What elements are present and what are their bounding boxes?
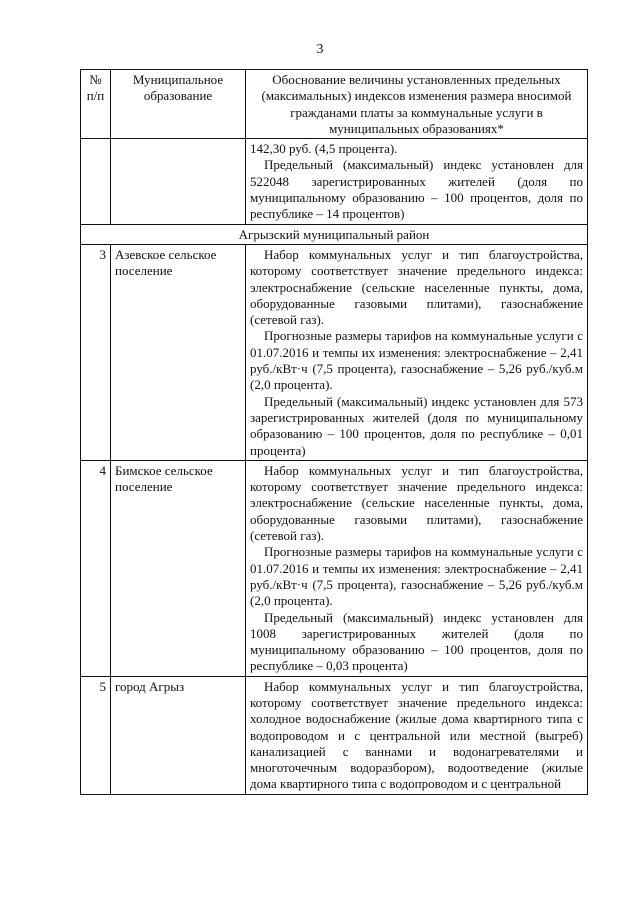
continued-row: [81, 139, 588, 224]
tariff-index-table: [80, 69, 588, 795]
district-heading-row: [81, 224, 588, 244]
paragraph: 142,30 руб. (4,5 процента).: [250, 141, 398, 157]
row-municipality: город Агрыз: [111, 676, 246, 794]
table-header-row: [81, 70, 588, 139]
page-number: 3: [316, 42, 324, 57]
row-municipality: Азевское сельское поселение: [111, 244, 246, 460]
row-justification: [246, 460, 588, 676]
table-row: [81, 676, 588, 794]
paragraph: Прогнозные размеры тарифов на коммунальные услуги с 01.07.2016 и темпы их изменения: электроснабжение – 2,41 руб./кВт·ч (7,5 процента), газоснабжение – 5,26 руб./куб.м (2,0 процента).: [250, 328, 583, 393]
paragraph: Предельный (максимальный) индекс установлен для 573 зарегистрированных жителей (доля по муниципальному образованию – 100 процентов, доля по республике – 0,01 процента): [250, 393, 583, 458]
row-justification: [246, 676, 588, 794]
paragraph: Предельный (максимальный) индекс установлен для 522048 зарегистрированных жителей (доля по муниципальному образованию – 100 процентов, доля по республике – 14 процентов): [250, 157, 583, 222]
row-municipality: Бимское сельское поселение: [111, 460, 246, 676]
continued-num: [81, 139, 111, 224]
header-justification: Обоснование величины установленных предельных (максимальных) индексов изменения размера вносимой гражданами платы за коммунальные услуги в муниципальных образованиях*: [246, 70, 588, 139]
paragraph: Набор коммунальных услуг и тип благоустройства, которому соответствует значение предельного индекса: холодное водоснабжение (жилые дома квартирного типа с водопроводом и с центральной или местной (выгреб) канализацией с ваннами и водонагревателями и многоточечным водоразбором), водоотведение (жилые дома квартирного типа с водопроводом и с центральной: [250, 678, 583, 792]
paragraph: Набор коммунальных услуг и тип благоустройства, которому соответствует значение предельного индекса: электроснабжение (сельские населенные пункты, дома, оборудованные газовыми плитами), газоснабжение (сетевой газ).: [250, 462, 583, 544]
paragraph: Прогнозные размеры тарифов на коммунальные услуги с 01.07.2016 и темпы их изменения: электроснабжение – 2,41 руб./кВт·ч (7,5 процента), газоснабжение – 5,26 руб./куб.м (2,0 процента).: [250, 544, 583, 609]
continued-justification: [246, 139, 588, 224]
continued-municipality: [111, 139, 246, 224]
row-num: 3: [81, 244, 111, 460]
paragraph: Набор коммунальных услуг и тип благоустройства, которому соответствует значение предельного индекса: электроснабжение (сельские населенные пункты, дома, оборудованные газовыми плитами), газоснабжение (сетевой газ).: [250, 246, 583, 328]
district-heading: Агрызский муниципальный район: [81, 224, 588, 244]
table-row: [81, 244, 588, 460]
row-num: 4: [81, 460, 111, 676]
table-row: [81, 460, 588, 676]
header-municipality: Муниципальное образование: [111, 70, 246, 139]
row-justification: [246, 244, 588, 460]
header-num: № п/п: [81, 70, 111, 139]
row-num: 5: [81, 676, 111, 794]
paragraph: Предельный (максимальный) индекс установлен для 1008 зарегистрированных жителей (доля по муниципальному образованию – 100 процентов, доля по республике – 0,03 процента): [250, 609, 583, 674]
